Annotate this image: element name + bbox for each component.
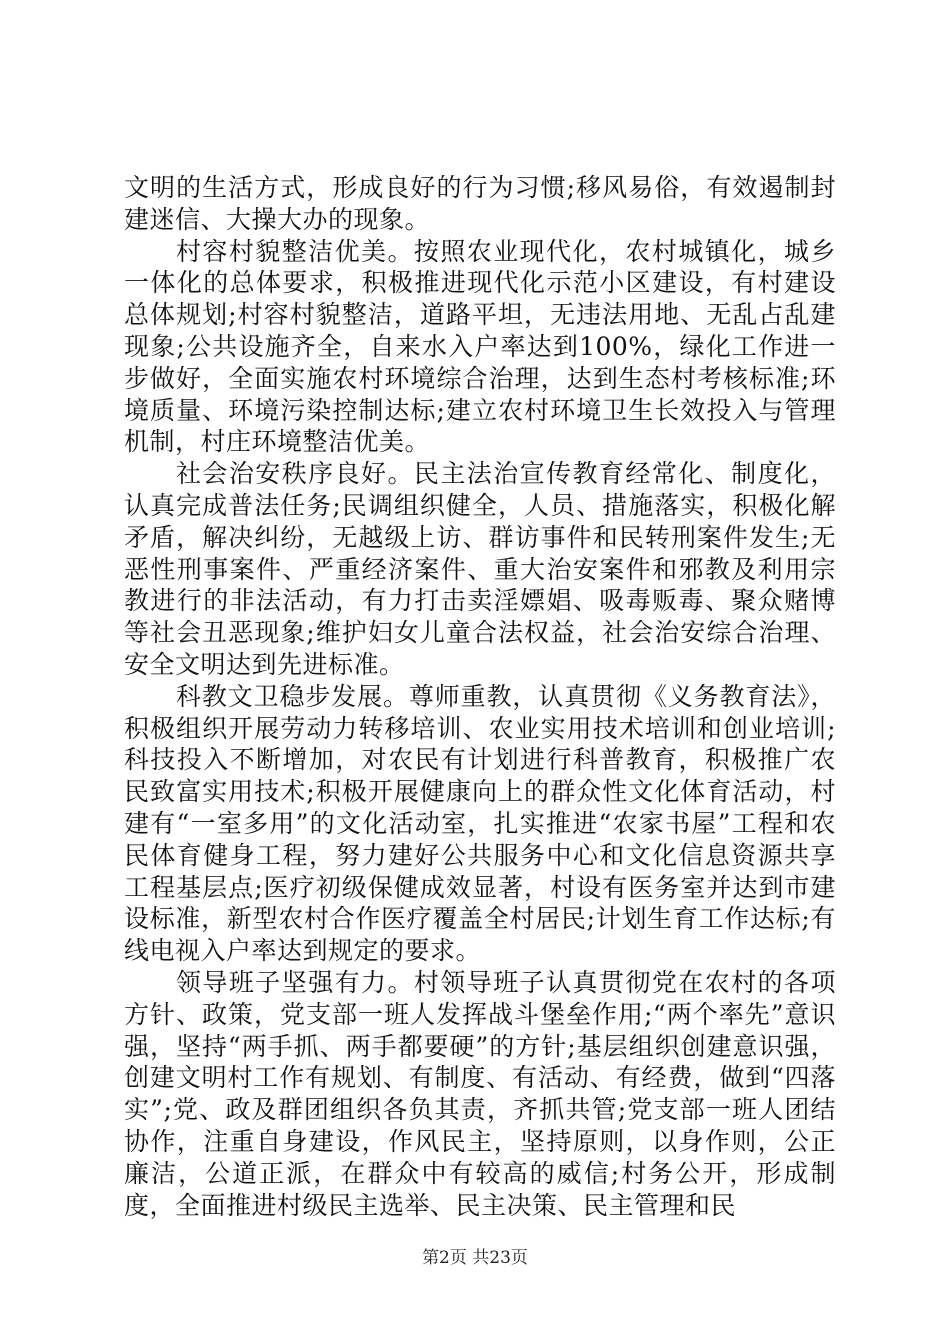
paragraph-science-education: 科教文卫稳步发展。尊师重教，认真贯彻《义务教育法》，积极组织开展劳动力转移培训、农业实用技术培训和创业培训;科技投入不断增加，对农民有计划进行科普教育，积极推广农民致富实用技术;积极开展健康向上的群众性文化体育活动，村建有“一室多用”的文化活动室，扎实推进“农家书屋”工程和农民体育健身工程，努力建好公共服务中心和文化信息资源共享工程基层点;医疗初级保健成效显著，村设有医务室并达到市建设标准，新型农村合作医疗覆盖全村居民;计划生育工作达标;有线电视入户率达到规定的要求。 xyxy=(124,681,836,966)
paragraph-leadership: 领导班子坚强有力。村领导班子认真贯彻党在农村的各项方针、政策，党支部一班人发挥战斗堡垒作用;“两个率先”意识强，坚持“两手抓、两手都要硬”的方针;基层组织创建意识强，创建文明村工作有规划、有制度、有活动、有经费，做到“四落实”;党、政及群团组织各负其责，齐抓共管;党支部一班人团结协作，注重自身建设，作风民主，坚持原则，以身作则，公正廉洁，公道正派，在群众中有较高的威信;村务公开，形成制度，全面推进村级民主选举、民主决策、民主管理和民 xyxy=(124,967,836,1220)
page-number-footer: 第2页 共23页 xyxy=(422,1248,528,1268)
paragraph-public-security: 社会治安秩序良好。民主法治宣传教育经常化、制度化，认真完成普法任务;民调组织健全，人员、措施落实，积极化解矛盾，解决纠纷，无越级上访、群访事件和民转刑案件发生;无恶性刑事案件、严重经济案件、重大治安案件和邪教及利用宗教进行的非法活动，有力打击卖淫嫖娼、吸毒贩毒、聚众赌博等社会丑恶现象;维护妇女儿童合法权益，社会治安综合治理、安全文明达到先进标准。 xyxy=(124,459,836,679)
document-body xyxy=(124,172,836,1221)
paragraph-continuation: 文明的生活方式，形成良好的行为习惯;移风易俗，有效遏制封建迷信、大操大办的现象。 xyxy=(124,173,836,234)
paragraph-village-appearance: 村容村貌整洁优美。按照农业现代化，农村城镇化，城乡一体化的总体要求，积极推进现代化示范小区建设，有村建设总体规划;村容村貌整洁，道路平坦，无违法用地、无乱占乱建现象;公共设施齐全，自来水入户率达到100%，绿化工作进一步做好，全面实施农村环境综合治理，达到生态村考核标准;环境质量、环境污染控制达标;建立农村环境卫生长效投入与管理机制，村庄环境整洁优美。 xyxy=(124,236,836,457)
